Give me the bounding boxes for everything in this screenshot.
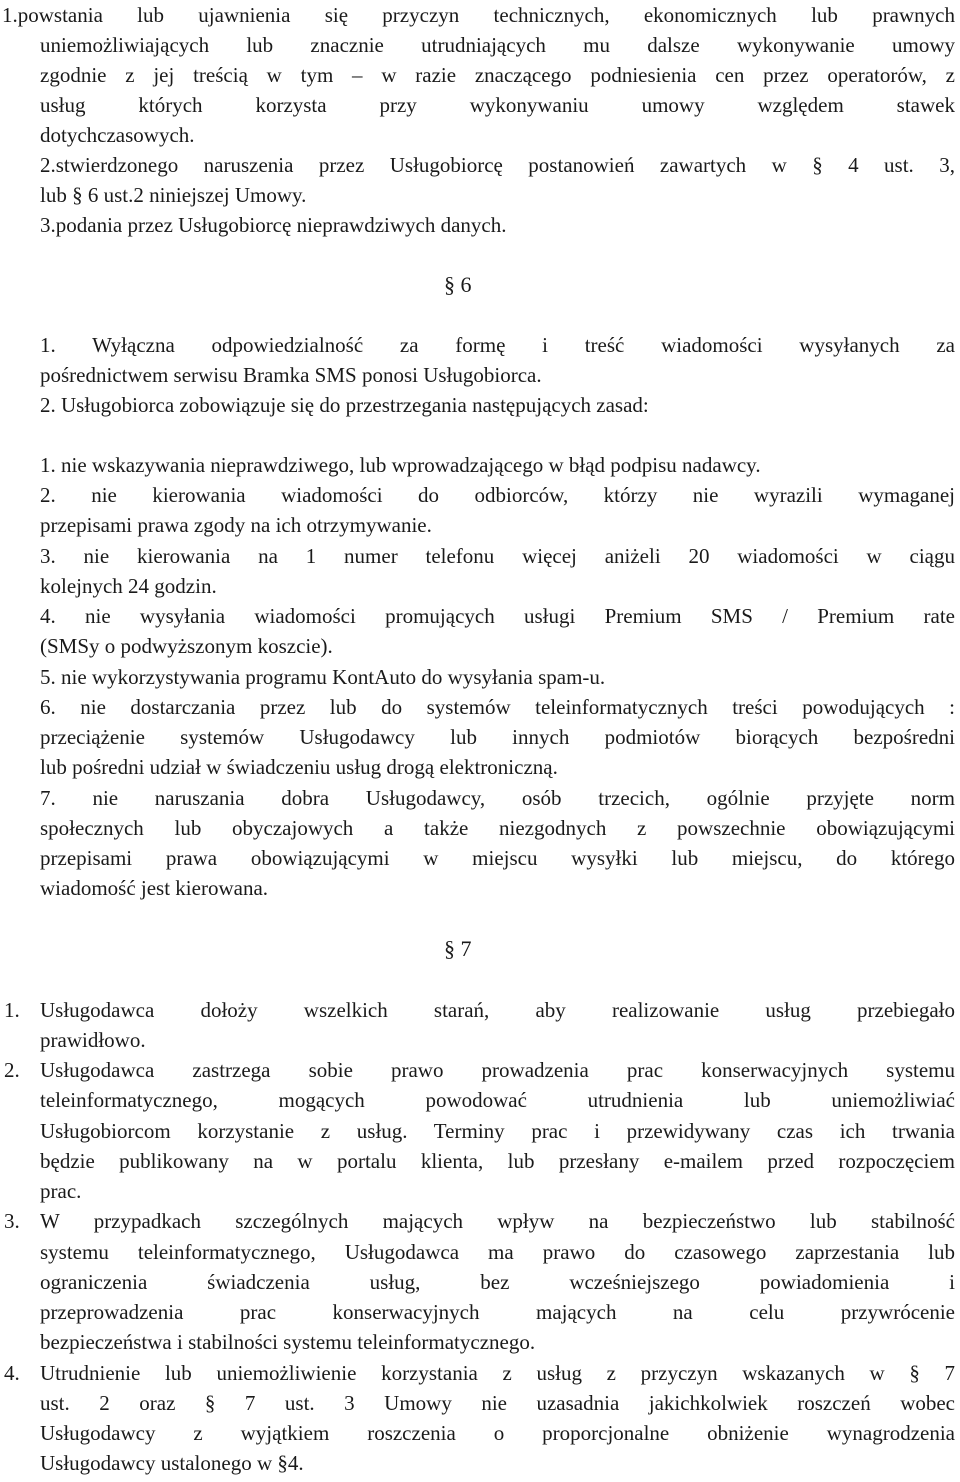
text-line: zgodnie z jej treścią w tym – w razie znaczącego podniesienia cen przez operatorów, z <box>40 63 955 87</box>
text-line: 2. nie kierowania wiadomości do odbiorców, którzy nie wyrazili wymaganej <box>40 483 955 507</box>
text-line: pośrednictwem serwisu Bramka SMS ponosi Usługobiorca. <box>40 363 542 387</box>
text-line: wiadomość jest kierowana. <box>40 876 269 900</box>
text-line: 5. nie wykorzystywania programu KontAuto do wysyłania spam-u. <box>40 665 606 689</box>
item-number: 3. <box>4 1209 20 1233</box>
section-heading: § 7 <box>444 936 472 961</box>
text-line: przeprowadzenia prac konserwacyjnych mających na celu przywrócenie <box>40 1300 955 1324</box>
text-line: ust. 2 oraz § 7 ust. 3 Umowy nie uzasadnia jakichkolwiek roszczeń wobec <box>40 1391 955 1415</box>
text-line: usług których korzysta przy wykonywaniu umowy względem stawek <box>40 93 955 117</box>
text-line: prawidłowo. <box>40 1028 146 1052</box>
text-line: 3.podania przez Usługobiorcę nieprawdziwych danych. <box>40 213 507 237</box>
text-line: systemu teleinformatycznego, Usługodawca ma prawo do czasowego zaprzestania lub <box>40 1240 955 1264</box>
text-line: 1. Wyłączna odpowiedzialność za formę i treść wiadomości wysyłanych za <box>40 333 955 357</box>
text-line: przepisami prawa zgody na ich otrzymywanie. <box>40 513 432 537</box>
text-line: lub pośredni udział w świadczeniu usług drogą elektroniczną. <box>40 755 558 779</box>
text-line: Utrudnienie lub uniemożliwienie korzystania z usług z przyczyn wskazanych w § 7 <box>40 1361 955 1385</box>
text-line: 2. Usługobiorca zobowiązuje się do przestrzegania następujących zasad: <box>40 393 649 417</box>
text-line: bezpieczeństwa i stabilności systemu teleinformatycznego. <box>40 1330 536 1354</box>
text-line: Usługodawcy ustalonego w §4. <box>40 1451 304 1475</box>
text-line: Usługobiorcom korzystanie z usług. Terminy prac i przewidywany czas ich trwania <box>40 1119 955 1143</box>
text-line: przeciążenie systemów Usługodawcy lub innych podmiotów biorących bezpośredni <box>40 725 955 749</box>
text-line: lub § 6 ust.2 niniejszej Umowy. <box>40 183 307 207</box>
text-line: 1. nie wskazywania nieprawdziwego, lub wprowadzającego w błąd podpisu nadawcy. <box>40 453 761 477</box>
text-line: społecznych lub obyczajowych a także niezgodnych z powszechnie obowiązującymi <box>40 816 955 840</box>
text-line: 4. nie wysyłania wiadomości promujących usługi Premium SMS / Premium rate <box>40 604 955 628</box>
text-line: 1.powstania lub ujawnienia się przyczyn technicznych, ekonomicznych lub prawnych <box>2 3 955 27</box>
text-line: W przypadkach szczególnych mających wpływ na bezpieczeństwo lub stabilność <box>40 1209 955 1233</box>
section-heading: § 6 <box>444 272 472 297</box>
text-line: będzie publikowany na w portalu klienta, lub przesłany e-mailem przed rozpoczęciem <box>40 1149 955 1173</box>
text-line: uniemożliwiających lub znacznie utrudniających mu dalsze wykonywanie umowy <box>40 33 955 57</box>
text-line: kolejnych 24 godzin. <box>40 574 217 598</box>
item-number: 4. <box>4 1361 20 1385</box>
text-line: Usługodawcy z wyjątkiem roszczenia o proporcjonalne obniżenie wynagrodzenia <box>40 1421 955 1445</box>
text-line: dotychczasowych. <box>40 123 195 147</box>
text-line: 3. nie kierowania na 1 numer telefonu więcej aniżeli 20 wiadomości w ciągu <box>40 544 955 568</box>
text-line: Usługodawca dołoży wszelkich starań, aby realizowanie usług przebiegało <box>40 998 955 1022</box>
item-number: 2. <box>4 1058 20 1082</box>
item-number: 1. <box>4 998 20 1022</box>
text-line: prac. <box>40 1179 82 1203</box>
text-line: teleinformatycznego, mogących powodować utrudnienia lub uniemożliwiać <box>40 1088 955 1112</box>
text-line: 7. nie naruszania dobra Usługodawcy, osób trzecich, ogólnie przyjęte norm <box>40 786 955 810</box>
text-line: Usługodawca zastrzega sobie prawo prowadzenia prac konserwacyjnych systemu <box>40 1058 955 1082</box>
text-line: (SMSy o podwyższonym koszcie). <box>40 634 333 658</box>
text-line: przepisami prawa obowiązującymi w miejscu wysyłki lub miejscu, do którego <box>40 846 955 870</box>
text-line: 2.stwierdzonego naruszenia przez Usługobiorcę postanowień zawartych w § 4 ust. 3, <box>40 153 955 177</box>
text-line: ograniczenia świadczenia usług, bez wcześniejszego powiadomienia i <box>40 1270 955 1294</box>
text-line: 6. nie dostarczania przez lub do systemów teleinformatycznych treści powodujących : <box>40 695 955 719</box>
